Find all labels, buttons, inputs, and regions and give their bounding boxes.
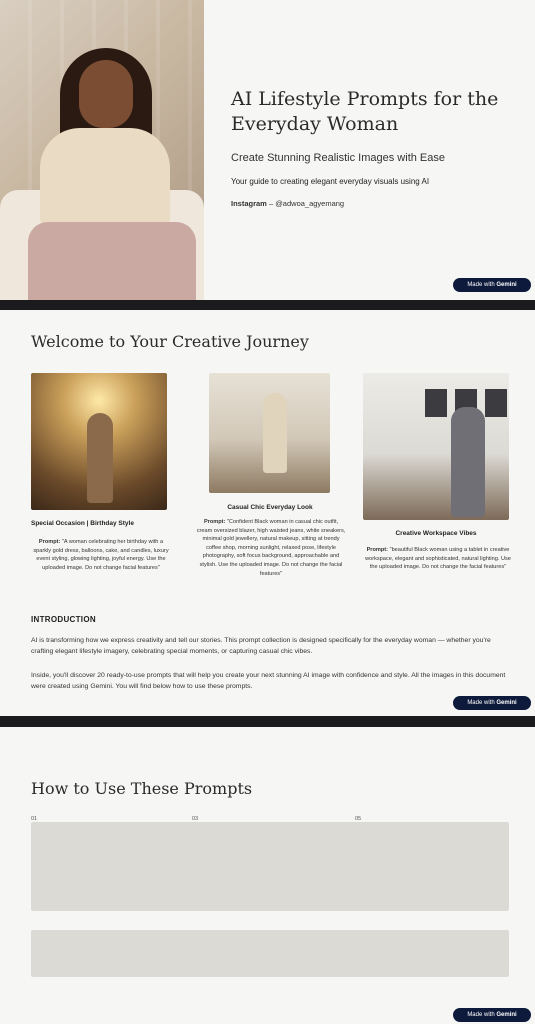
- step-number: 05: [355, 816, 362, 822]
- steps-panel: [31, 930, 509, 977]
- badge-prefix: Made with: [467, 282, 497, 288]
- badge-prefix: Made with: [467, 700, 497, 706]
- welcome-heading: Welcome to Your Creative Journey: [31, 332, 309, 351]
- step-number: 01: [31, 816, 38, 822]
- introduction-paragraph-1: AI is transforming how we express creativity and tell our stories. This prompt collection is designed specifically for the everyday woman — whether you're crafting elegant lifestyle imagery, celebrating special moments, or capturing casual chic vibes.: [31, 637, 491, 655]
- cover-subtitle: Create Stunning Realistic Images with Ease: [231, 152, 445, 164]
- badge-brand: Gemini: [496, 282, 517, 288]
- introduction-heading: INTRODUCTION: [31, 615, 96, 624]
- badge-brand: Gemini: [496, 700, 517, 706]
- casual-chic-image: [209, 373, 330, 493]
- card-prompt-workspace: Prompt: "beautiful Black woman using a tablet in creative workspace, elegant and sophisticated, natural lighting. Use the uploaded image. Do not change the facial features": [365, 547, 511, 571]
- birthday-style-image: [31, 373, 167, 510]
- badge-prefix: Made with: [467, 1012, 497, 1018]
- cover-guide-text: Your guide to creating elegant everyday visuals using AI: [231, 177, 430, 186]
- step-number: 03: [192, 816, 199, 822]
- card-caption-birthday: Special Occasion | Birthday Style: [31, 520, 134, 527]
- badge-brand: Gemini: [496, 1012, 517, 1018]
- instagram-label: Instagram: [231, 199, 267, 208]
- card-prompt-casual: Prompt: "Confident Black woman in casual chic outfit, cream oversized blazer, high waisted jeans, white sneakers, minimal gold jewellery, natural makeup, sitting at trendy coffee shop, morning sunlight, relaxed pose, lifestyle photography, soft focus background, approachable and stylish. Use the uploaded image. Do not change the facial features": [196, 519, 346, 577]
- card-caption-workspace: Creative Workspace Vibes: [395, 530, 477, 537]
- how-to-heading: How to Use These Prompts: [31, 779, 253, 798]
- how-to-slide: [0, 727, 535, 1024]
- made-with-gemini-badge[interactable]: [453, 1008, 531, 1022]
- made-with-gemini-badge[interactable]: [453, 696, 531, 710]
- instagram-handle: – @adwoa_agyemang: [266, 199, 345, 208]
- made-with-gemini-badge[interactable]: [453, 278, 531, 292]
- hero-portrait-image: [0, 0, 204, 300]
- cover-title: AI Lifestyle Prompts for the Everyday Woman: [231, 88, 499, 135]
- introduction-paragraph-2: Inside, you'll discover 20 ready-to-use prompts that will help you create your next stunning AI image with confidence and style. All the images in this document were created using Gemini. You will find below how to use these prompts.: [31, 672, 506, 690]
- steps-panel: [31, 822, 509, 911]
- instagram-credit: [231, 199, 344, 208]
- cover-slide: [0, 0, 535, 300]
- card-prompt-birthday: Prompt: "A woman celebrating her birthday with a sparkly gold dress, balloons, cake, and candles, luxury event styling, glowing lighting, joyful energy. Use the uploaded image. Do not change facial features": [33, 539, 169, 571]
- card-caption-casual: Casual Chic Everyday Look: [227, 504, 313, 511]
- welcome-slide: [0, 310, 535, 716]
- workspace-image: [363, 373, 509, 520]
